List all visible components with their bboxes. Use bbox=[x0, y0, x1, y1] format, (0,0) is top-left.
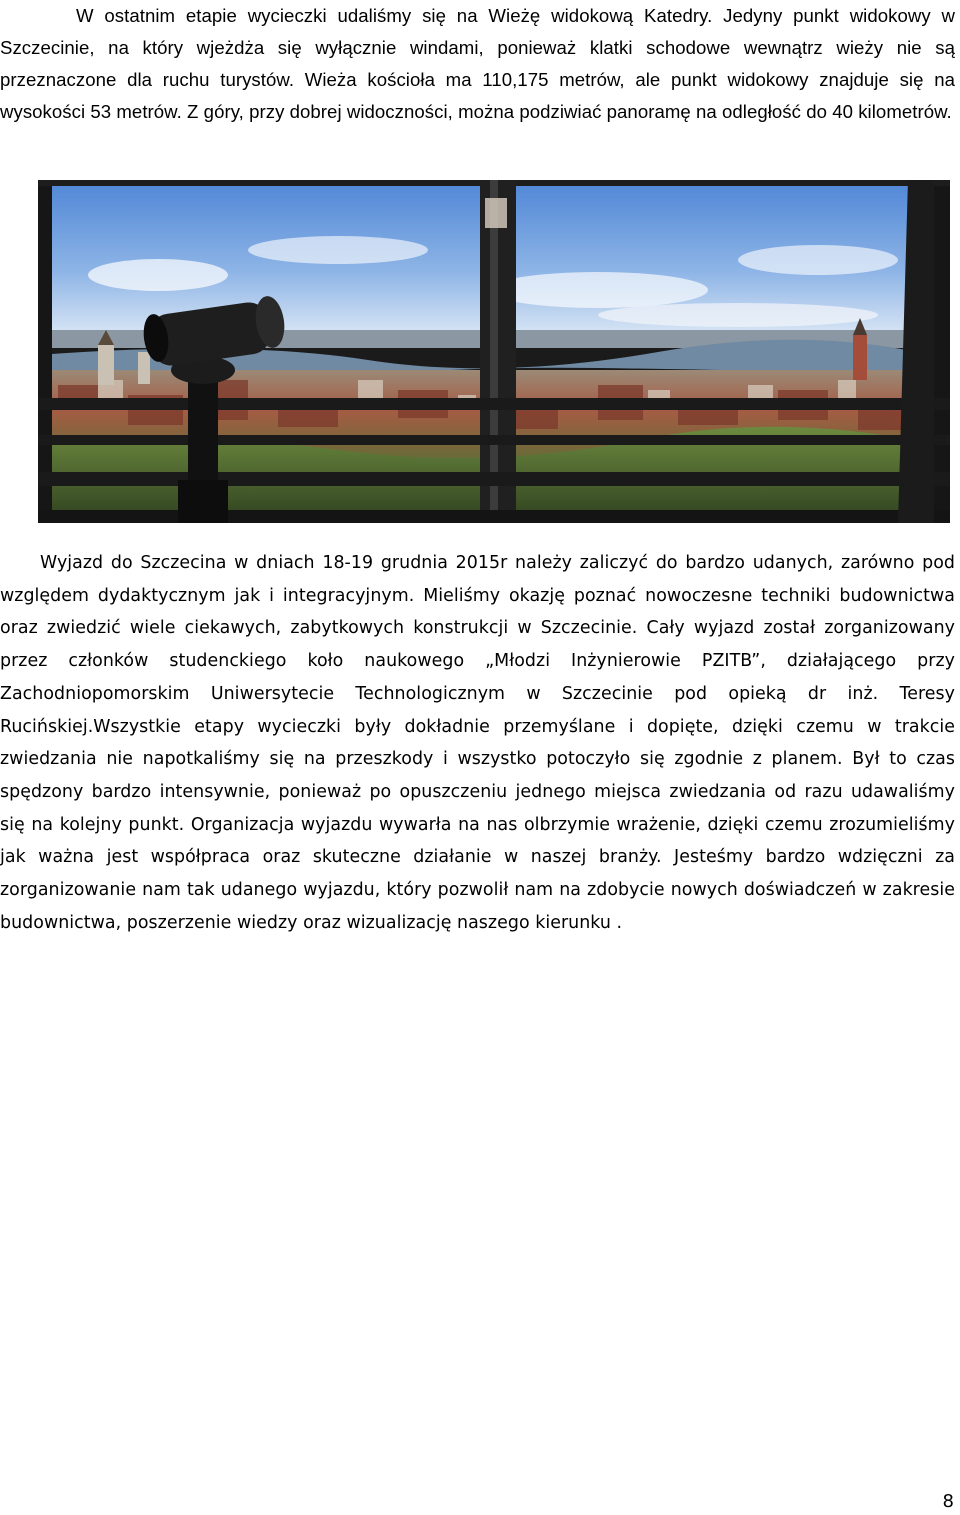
window-frame-right bbox=[934, 180, 950, 523]
railing-lower bbox=[38, 472, 950, 486]
panorama-illustration bbox=[38, 180, 950, 523]
intro-paragraph: W ostatnim etapie wycieczki udaliśmy się na Wieżę widokową Katedry. Jedyny punkt widokowy w Szczecinie, na który wjeżdża się wyłącznie windami, ponieważ klatki schodowe wewnątrz wieży nie są przeznaczone dla ruchu turystów. Wieża kościoła ma 110,175 metrów, ale punkt widokowy znajduje się na wysokości 53 metrów. Z góry, przy dobrej widoczności, można podziwiać panoramę na odległość do 40 kilometrów. bbox=[0, 5, 955, 122]
page-number: 8 bbox=[942, 1491, 954, 1512]
summary-paragraph: Wyjazd do Szczecina w dniach 18-19 grudnia 2015r należy zaliczyć do bardzo udanych, zarówno pod względem dydaktycznym jak i integracyjnym. Mieliśmy okazję poznać nowoczesne techniki budownictwa oraz zwiedzić wiele ciekawych, zabytkowych konstrukcji w Szczecinie. Cały wyjazd został zorganizowany przez członków studenckiego koło naukowego „Młodzi Inżynierowie PZITB”, działającego przy Zachodniopomorskim Uniwersytecie Technologicznym w Szczecinie pod opieką dr inż. Teresy Rucińskiej.Wszystkie etapy wycieczki były dokładnie przemyślane i dopięte, dzięki czemu w trakcie zwiedzania nie napotkaliśmy się na przeszkody i wszystko potoczyło się zgodnie z planem. Był to czas spędzony bardzo intensywnie, ponieważ po opuszczeniu jednego miejsca zwiedzania od razu udawaliśmy się na kolejny punkt. Organizacja wyjazdu wywarła na nas olbrzymie wrażenie, dzięki czemu zrozumieliśmy jak ważna jest współpraca oraz skuteczne działanie w naszej branży. Jesteśmy bardzo wdzięczni za zorganizowanie nam tak udanego wyjazdu, który pozwolił nam na zdobycie nowych doświadczeń w zakresie budownictwa, poszerzenie wiedzy oraz wizualizację naszego kierunku . bbox=[0, 553, 955, 933]
railing-upper bbox=[38, 398, 950, 410]
tower-panorama-photo bbox=[38, 180, 950, 523]
window-frame-left bbox=[38, 180, 52, 523]
railing-middle bbox=[38, 435, 950, 445]
